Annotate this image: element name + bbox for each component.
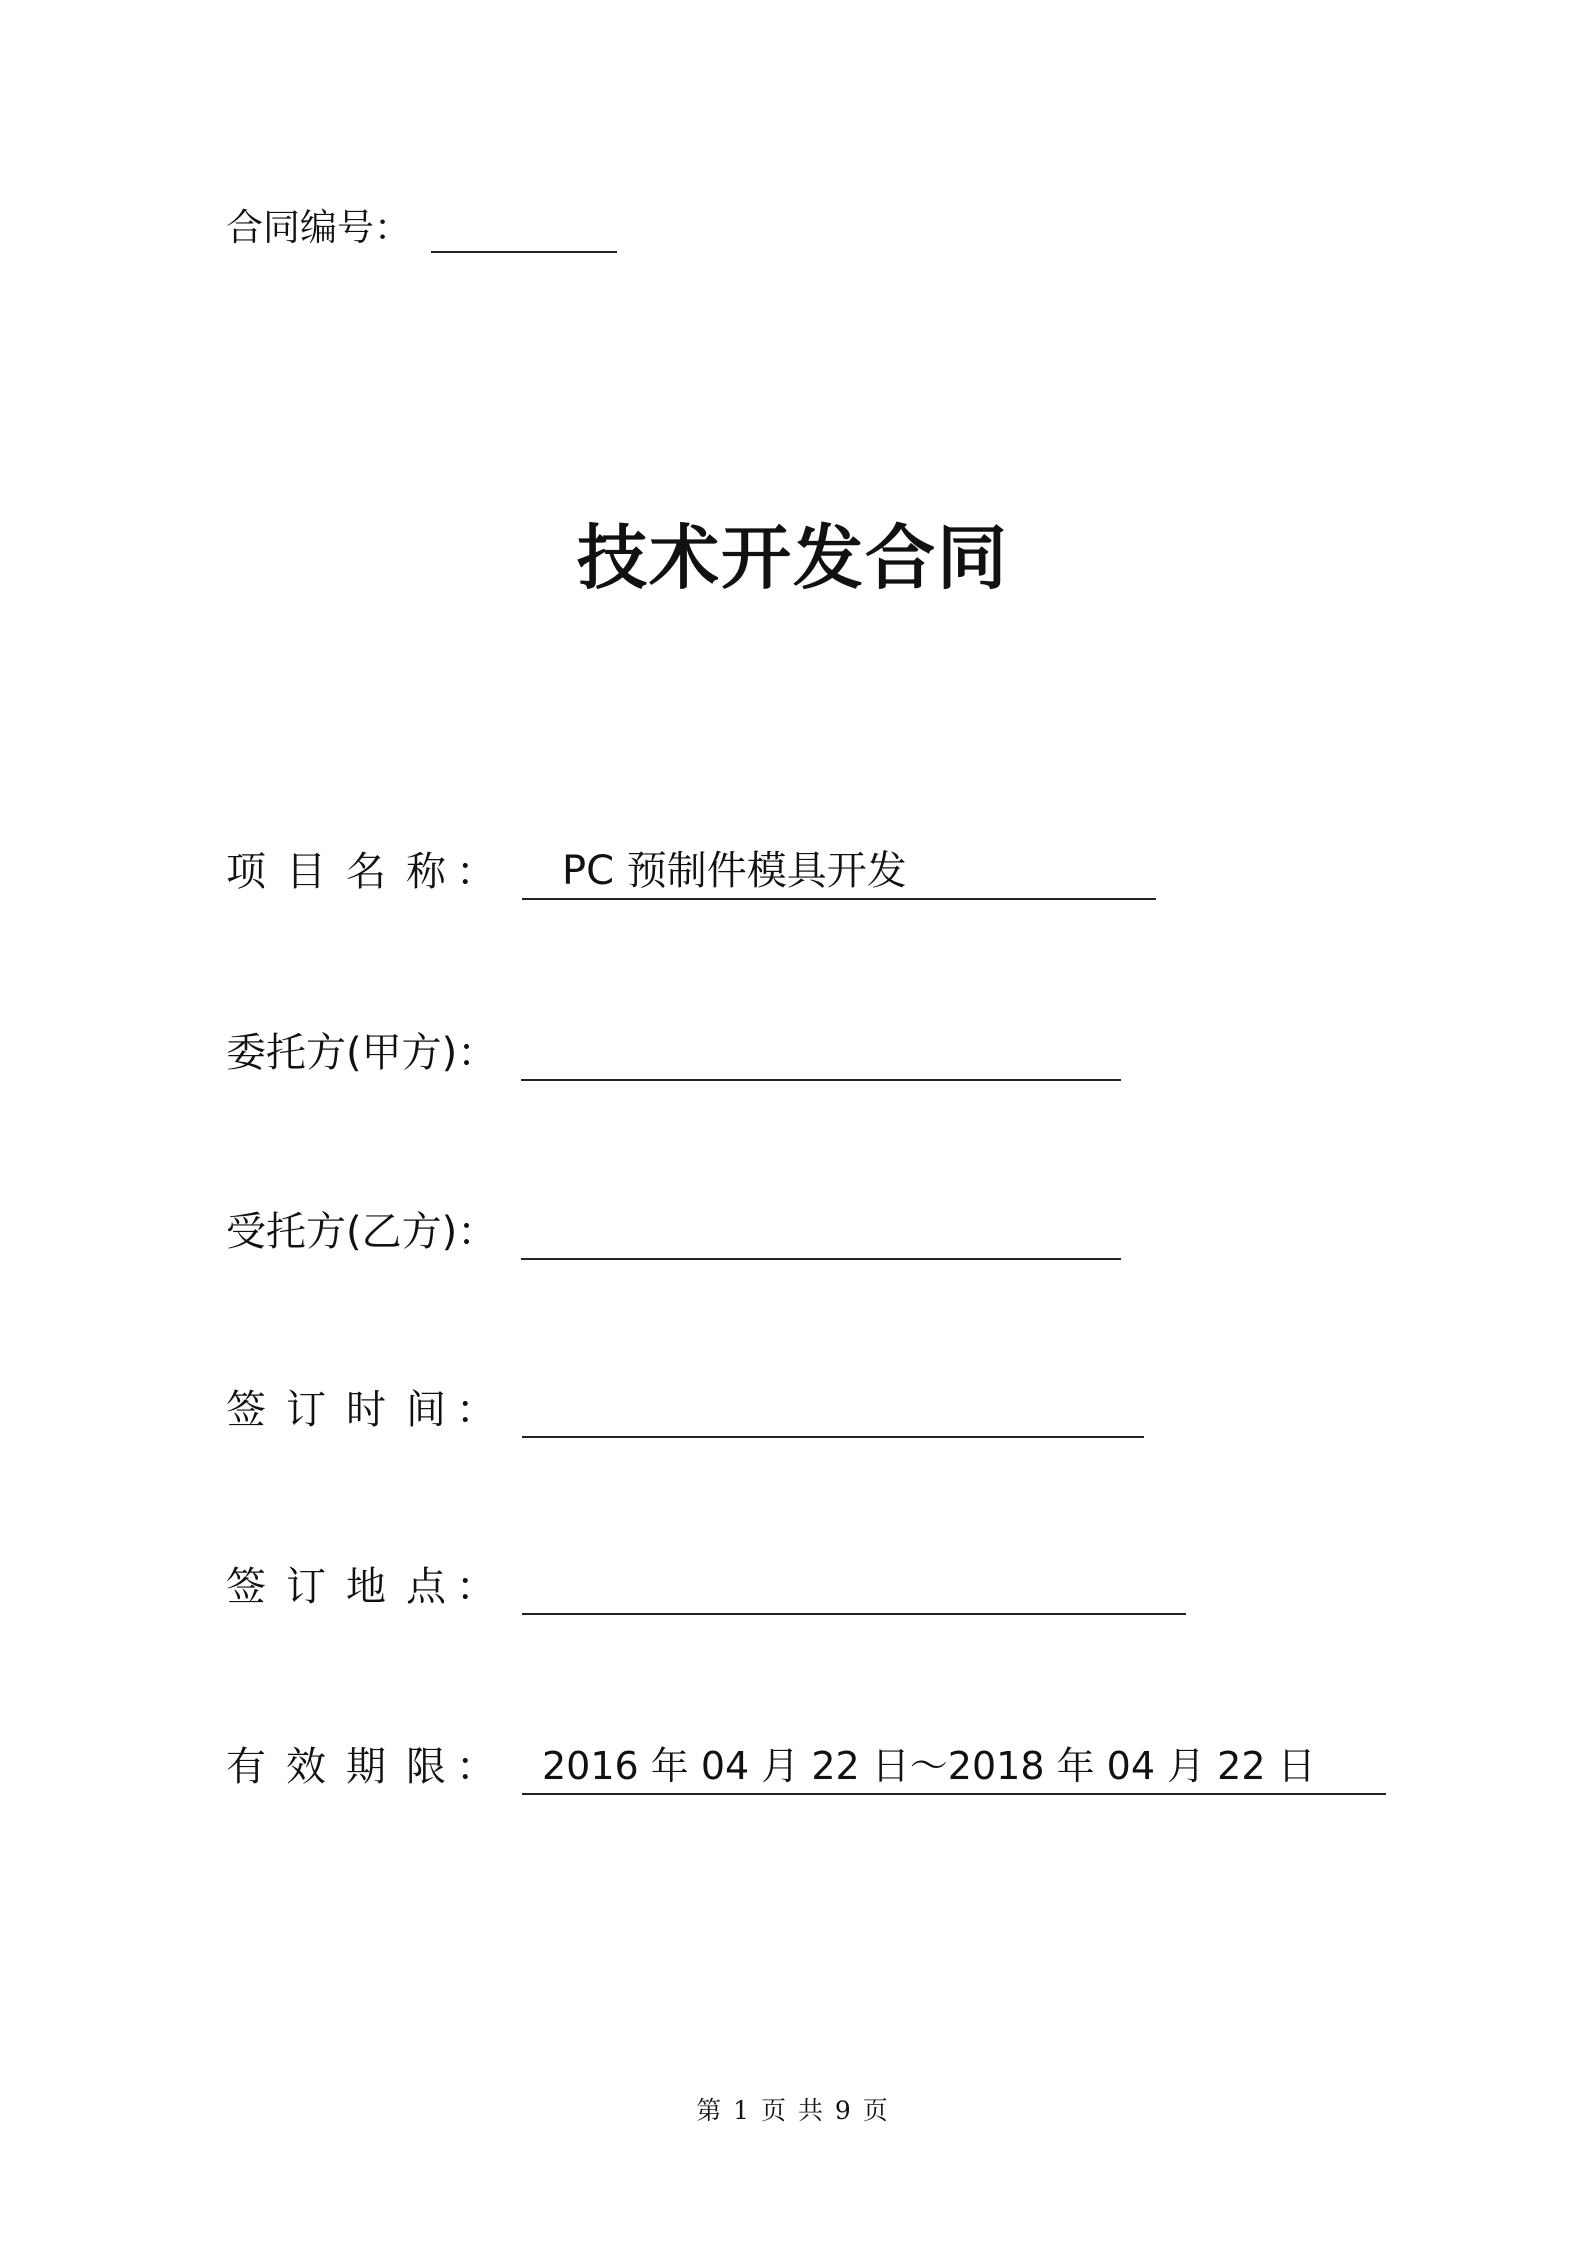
project-name-colon: ： [456,849,496,895]
validity-period-label: 有效期限 [226,1744,466,1790]
page-indicator: 第 1 页 共 9 页 [696,2096,890,2125]
project-name-row [226,840,1156,900]
signing-place-colon: ： [456,1564,496,1610]
project-name-label: 项目名称 [226,849,466,895]
signing-date-label: 签订时间 [226,1387,466,1433]
contract-number-row [226,193,617,253]
contract-number-label: 合同编号： [226,206,411,249]
client-row [226,1021,1121,1081]
contractor-row [226,1200,1121,1260]
signing-date-field[interactable] [522,1382,1144,1438]
contractor-field[interactable] [521,1204,1121,1260]
client-field[interactable] [521,1025,1121,1081]
signing-date-colon: ： [456,1387,496,1433]
client-label: 委托方(甲方)： [226,1030,498,1076]
contractor-label: 受托方(乙方)： [226,1209,498,1255]
document-title: 技术开发合同 [577,517,1009,599]
contract-number-field[interactable] [431,201,617,253]
validity-period-row [226,1735,1386,1795]
signing-place-field[interactable] [522,1559,1186,1615]
signing-place-label: 签订地点 [226,1564,466,1610]
signing-date-row [226,1378,1144,1438]
validity-period-field[interactable]: 2016 年 04 月 22 日～2018 年 04 月 22 日 [522,1739,1386,1795]
validity-period-colon: ： [456,1744,496,1790]
project-name-field[interactable]: PC 预制件模具开发 [522,844,1156,900]
signing-place-row [226,1555,1186,1615]
